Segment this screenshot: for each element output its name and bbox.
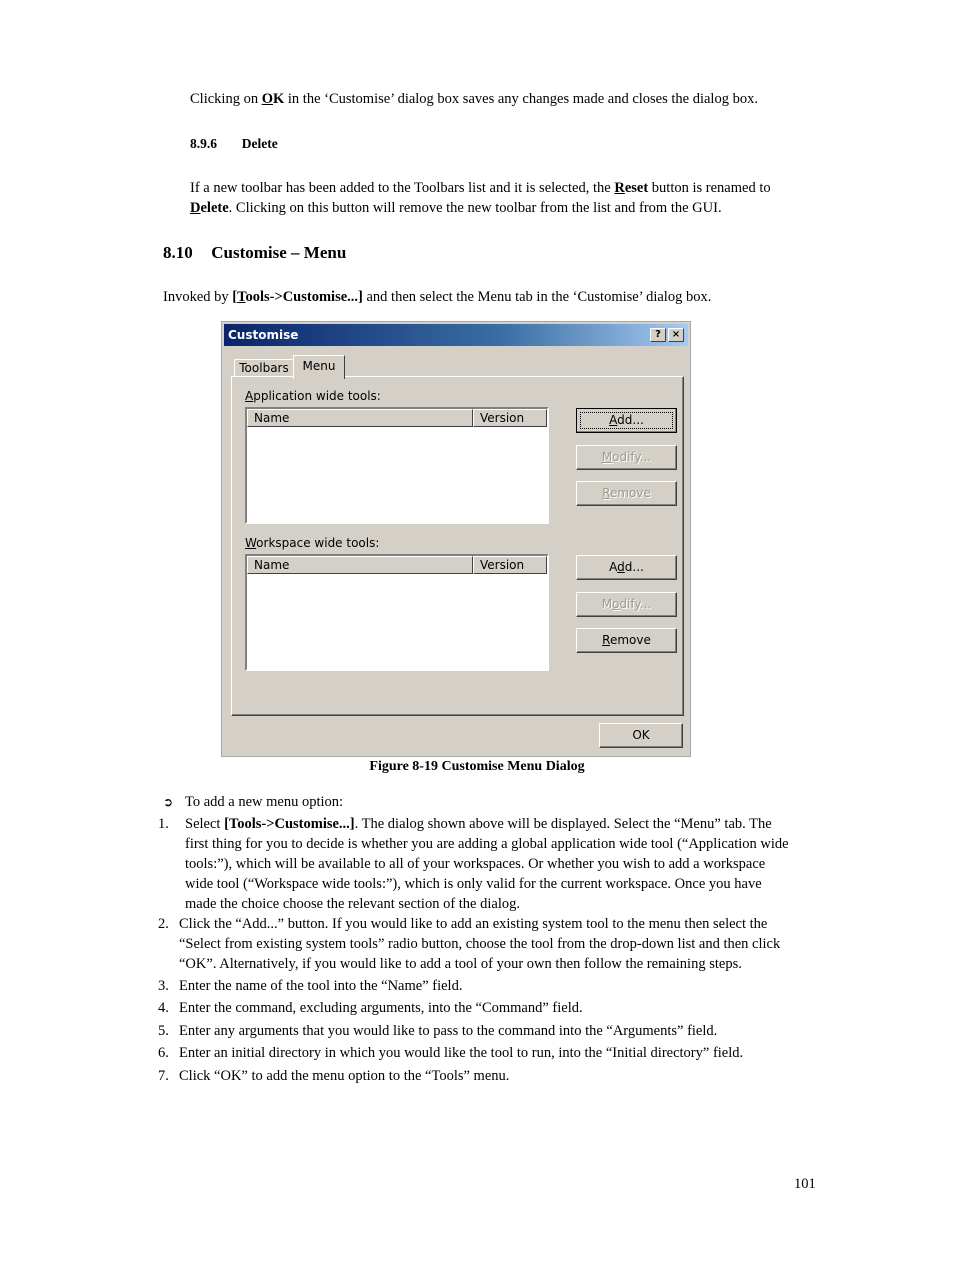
tab-label: Menu	[302, 359, 336, 373]
ok-button[interactable]	[599, 723, 683, 748]
label-text: orkspace wide tools:	[256, 536, 380, 550]
btn-accel: o	[612, 597, 620, 611]
btn-accel: d	[617, 560, 625, 574]
step-text: Click the “Add...” button. If you would like to add an existing system tool to the menu then select the	[179, 916, 768, 932]
caption-text: Figure 8-19 Customise Menu Dialog	[369, 759, 585, 774]
column-label: Name	[254, 558, 290, 572]
intro-paragraph	[190, 89, 758, 109]
invoked-paragraph	[163, 287, 711, 307]
ws-add-button[interactable]	[576, 555, 677, 580]
dialog-title: Customise	[228, 328, 299, 342]
step-text: Enter the command, excluding arguments, into the “Command” field.	[179, 1000, 583, 1016]
step-text: wide tool (“Workspace wide tools:”), which is only valid for the current workspace. Once you have	[185, 876, 762, 892]
step-text: “OK”. Alternatively, if you would like to add a tool of your own then follow the remaining steps.	[179, 956, 742, 972]
btn-label: odify...	[612, 450, 652, 464]
tools-key-underlined: T	[237, 289, 246, 305]
delete-key-underlined: D	[190, 200, 201, 216]
menu-path: [Tools->Customise...]	[224, 816, 355, 832]
help-icon[interactable]: ?	[650, 328, 666, 342]
app-modify-button[interactable]	[576, 445, 677, 470]
step-number: 3.	[158, 978, 169, 994]
app-remove-button[interactable]	[576, 481, 677, 506]
close-icon[interactable]: ×	[668, 328, 684, 342]
list-item	[158, 1021, 717, 1041]
page-number-text: 101	[794, 1176, 816, 1192]
menu-path: ools->Customise...]	[245, 289, 363, 305]
step-text: Enter any arguments that you would like to pass to the command into the “Arguments” field.	[179, 1023, 718, 1039]
delete-key-rest: elete	[200, 200, 229, 216]
ws-modify-button[interactable]	[576, 592, 677, 617]
tab-toolbars[interactable]	[234, 359, 294, 377]
bullet-text: To add a new menu option:	[185, 794, 344, 810]
btn-label: d...	[624, 560, 644, 574]
step-number: 1.	[158, 816, 169, 832]
list-item	[158, 1043, 743, 1063]
label-accel: W	[245, 536, 257, 550]
list-item	[158, 998, 583, 1018]
page-number	[794, 1176, 816, 1193]
label-text: pplication wide tools:	[253, 389, 381, 403]
btn-accel: M	[601, 450, 613, 464]
step-text: “Select from existing system tools” radio button, choose the tool from the drop-down list and then click	[179, 936, 781, 952]
intro-text-post: in the ‘Customise’ dialog box saves any changes made and closes the dialog box.	[284, 91, 758, 107]
figure-caption	[0, 759, 954, 775]
step-text: first thing for you to decide is whether you are adding a global application wide tool (“Application wide	[185, 836, 789, 852]
column-header-version[interactable]	[473, 409, 547, 427]
list-item	[158, 914, 838, 974]
list-item	[158, 814, 828, 914]
app-wide-tools-label	[245, 389, 381, 403]
step-text: . The dialog shown above will be displayed. Select the “Menu” tab. The	[354, 816, 772, 832]
step-text: made the choice choose the relevant section of the dialog.	[185, 896, 520, 912]
column-label: Version	[480, 411, 525, 425]
delete-text: If a new toolbar has been added to the Toolbars list and it is selected, the	[190, 180, 615, 196]
btn-accel: R	[602, 633, 610, 647]
customise-dialog	[221, 321, 691, 757]
dialog-titlebar	[224, 324, 688, 346]
focus-rect	[580, 412, 673, 429]
step-number: 6.	[158, 1045, 169, 1061]
intro-text: Clicking on	[190, 91, 262, 107]
bullet-intro	[163, 792, 343, 812]
step-number: 4.	[158, 1000, 169, 1016]
app-wide-tools-list[interactable]	[245, 407, 549, 524]
step-text: Enter the name of the tool into the “Name” field.	[179, 978, 463, 994]
workspace-wide-tools-list[interactable]	[245, 554, 549, 671]
section-896-heading	[190, 136, 278, 152]
column-label: Name	[254, 411, 290, 425]
step-number: 5.	[158, 1023, 169, 1039]
step-text: Enter an initial directory in which you would like the tool to run, into the “Initial directory” field.	[179, 1045, 744, 1061]
btn-label: OK	[632, 728, 650, 742]
column-header-name[interactable]	[247, 409, 473, 427]
btn-label: dify...	[619, 597, 652, 611]
step-text: tools:”), which will be available to all of your workspaces. Or whether you wish to add a workspace	[185, 856, 766, 872]
btn-label: emove	[609, 486, 651, 500]
ws-remove-button[interactable]	[576, 628, 677, 653]
column-header-name[interactable]	[247, 556, 473, 574]
reset-key-underlined: R	[614, 180, 625, 196]
tab-menu[interactable]	[293, 355, 345, 379]
section-810-heading	[163, 243, 346, 263]
btn-label: emove	[609, 633, 651, 647]
section-number: 8.9.6	[190, 136, 217, 151]
invoked-text: Invoked by	[163, 289, 233, 305]
step-text: Select	[185, 816, 225, 832]
delete-paragraph	[190, 178, 830, 218]
bracket: [	[232, 289, 238, 305]
column-header-version[interactable]	[473, 556, 547, 574]
step-number: 7.	[158, 1068, 169, 1084]
btn-accel: A	[609, 413, 618, 427]
label-accel: A	[245, 389, 254, 403]
arrow-bullet-icon: ➲	[163, 795, 174, 809]
list-item	[158, 1066, 509, 1086]
section-title: Delete	[241, 136, 278, 151]
step-number: 2.	[158, 916, 169, 932]
menu-tab-panel	[231, 376, 684, 716]
ok-key-underlined: O	[261, 91, 273, 107]
section-title: Customise – Menu	[211, 243, 347, 262]
step-text: Click “OK” to add the menu option to the “Tools” menu.	[179, 1068, 510, 1084]
column-label: Version	[480, 558, 525, 572]
invoked-text-post: and then select the Menu tab in the ‘Customise’ dialog box.	[362, 289, 712, 305]
btn-label: A	[609, 560, 618, 574]
btn-label: M	[601, 597, 613, 611]
reset-key-rest: eset	[624, 180, 649, 196]
ok-key-rest: K	[272, 91, 285, 107]
delete-text-post: button is renamed to	[648, 180, 771, 196]
btn-accel: R	[602, 486, 610, 500]
list-item	[158, 976, 462, 996]
workspace-wide-tools-label	[245, 536, 379, 550]
delete-text-line2: . Clicking on this button will remove the new toolbar from the list and from the GUI.	[228, 200, 722, 216]
tab-label: Toolbars	[239, 361, 289, 375]
section-number: 8.10	[163, 243, 193, 262]
btn-label: dd...	[617, 413, 644, 427]
app-add-button[interactable]	[576, 408, 677, 433]
